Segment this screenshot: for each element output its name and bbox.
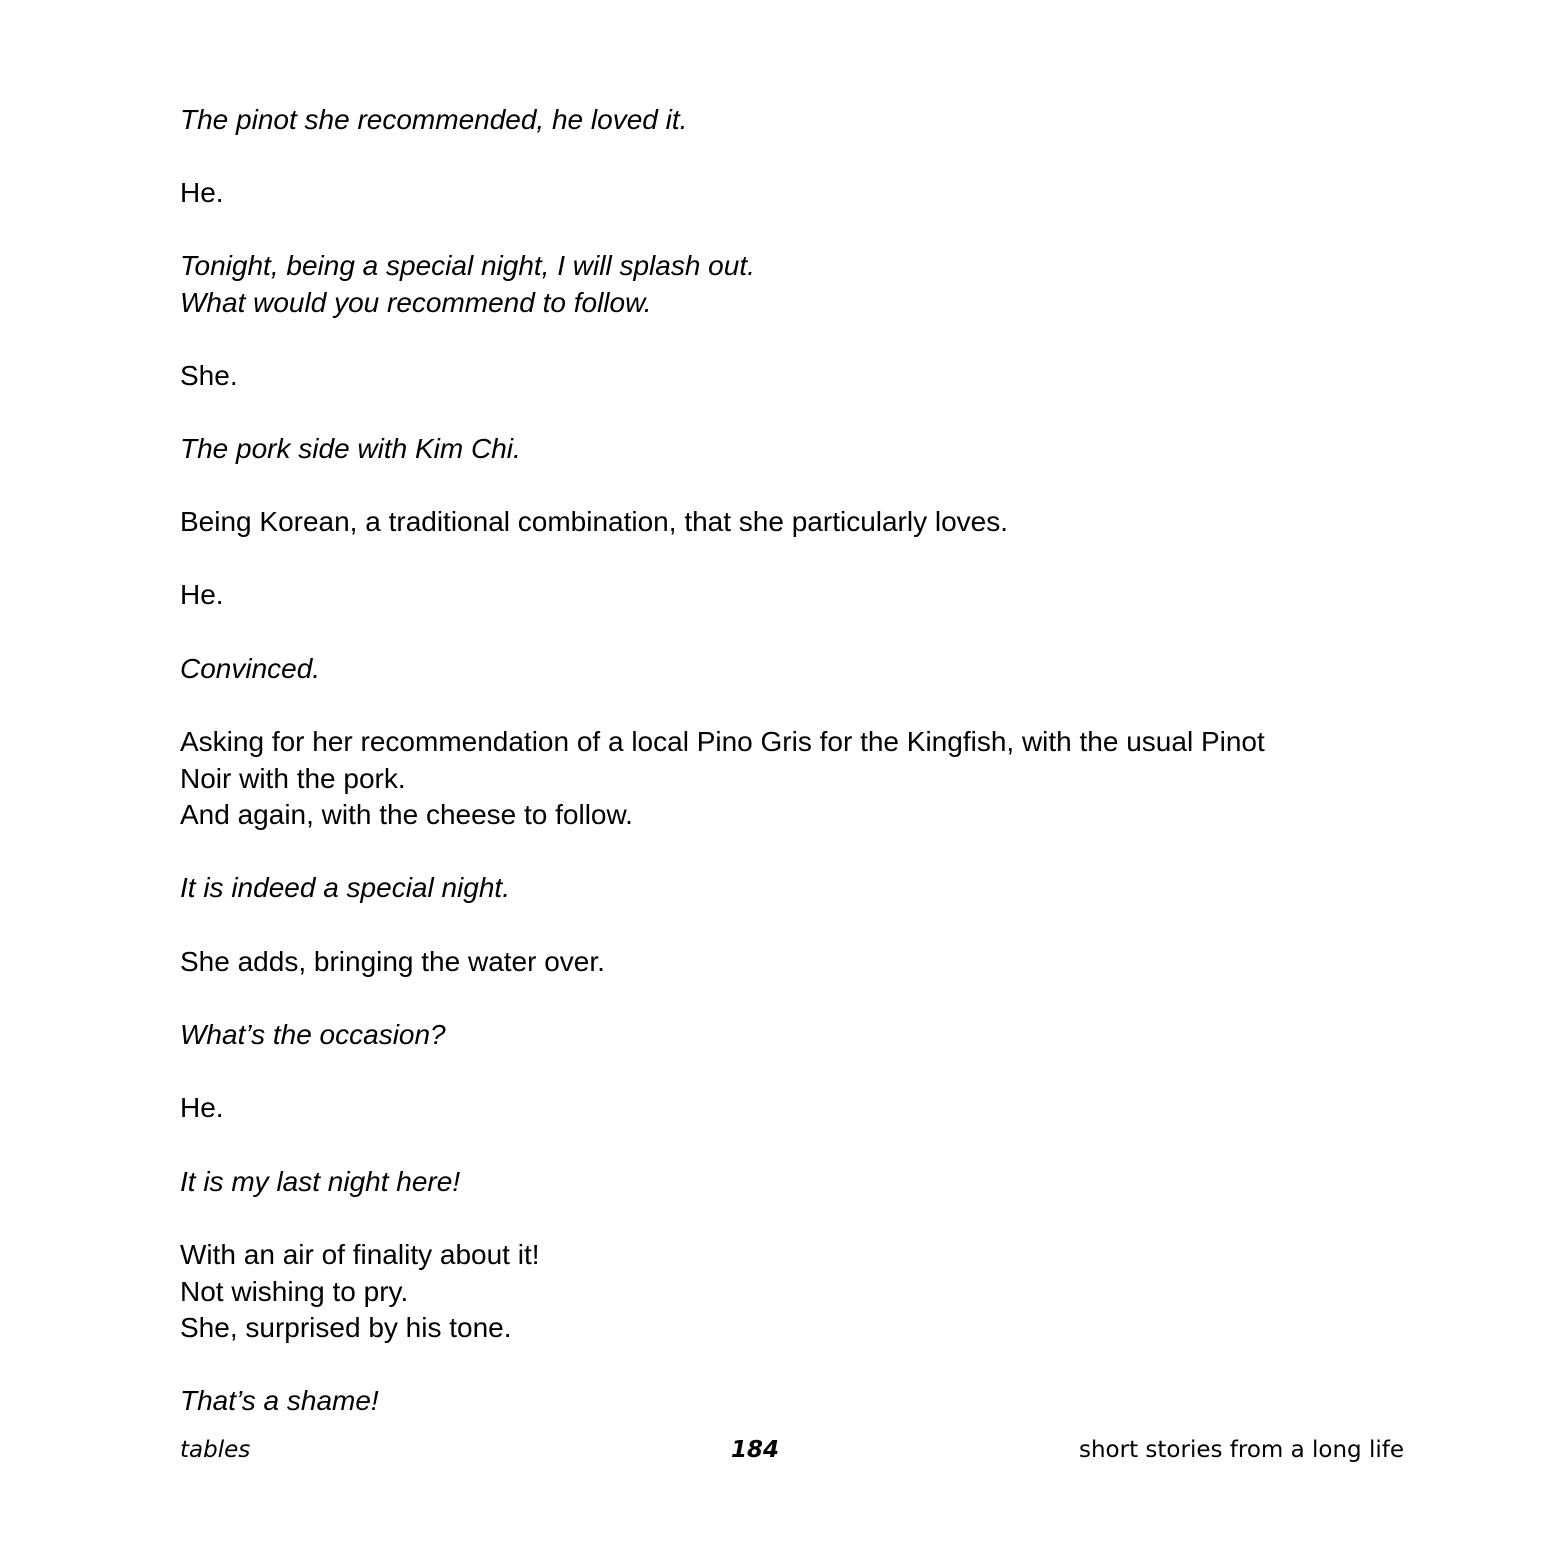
body-line-6: The pork side with Kim Chi. [180, 433, 521, 464]
footer-book-title: tables [180, 1437, 251, 1463]
body-line-9: Convinced. [180, 653, 321, 684]
body-line-13: It is indeed a special night. [180, 872, 510, 903]
body-line-4: What would you recommend to follow. [180, 287, 652, 318]
body-line-5: She. [180, 360, 238, 391]
body-line-3: Tonight, being a special night, I will splash out. [180, 250, 755, 281]
footer-series-title: short stories from a long life [1079, 1437, 1404, 1463]
body-line-7: Being Korean, a traditional combination, that she particularly loves. [180, 506, 1009, 537]
footer-page-number: 184 [731, 1437, 780, 1463]
body-line-17: It is my last night here! [180, 1166, 461, 1197]
body-line-11: Noir with the pork. [180, 763, 406, 794]
body-line-8: He. [180, 579, 224, 610]
body-line-10: Asking for her recommendation of a local Pino Gris for the Kingfish, with the usual Pinot [180, 726, 1265, 757]
body-line-16: He. [180, 1092, 224, 1123]
body-line-2: He. [180, 177, 224, 208]
body-line-18: With an air of finality about it! [180, 1239, 540, 1270]
body-line-15: What’s the occasion? [180, 1019, 446, 1050]
body-line-21: That’s a shame! [180, 1385, 379, 1416]
body-line-14: She adds, bringing the water over. [180, 946, 605, 977]
body-line-19: Not wishing to pry. [180, 1276, 409, 1307]
body-line-20: She, surprised by his tone. [180, 1312, 512, 1343]
body-line-12: And again, with the cheese to follow. [180, 799, 633, 830]
body-line-1: The pinot she recommended, he loved it. [180, 104, 688, 135]
